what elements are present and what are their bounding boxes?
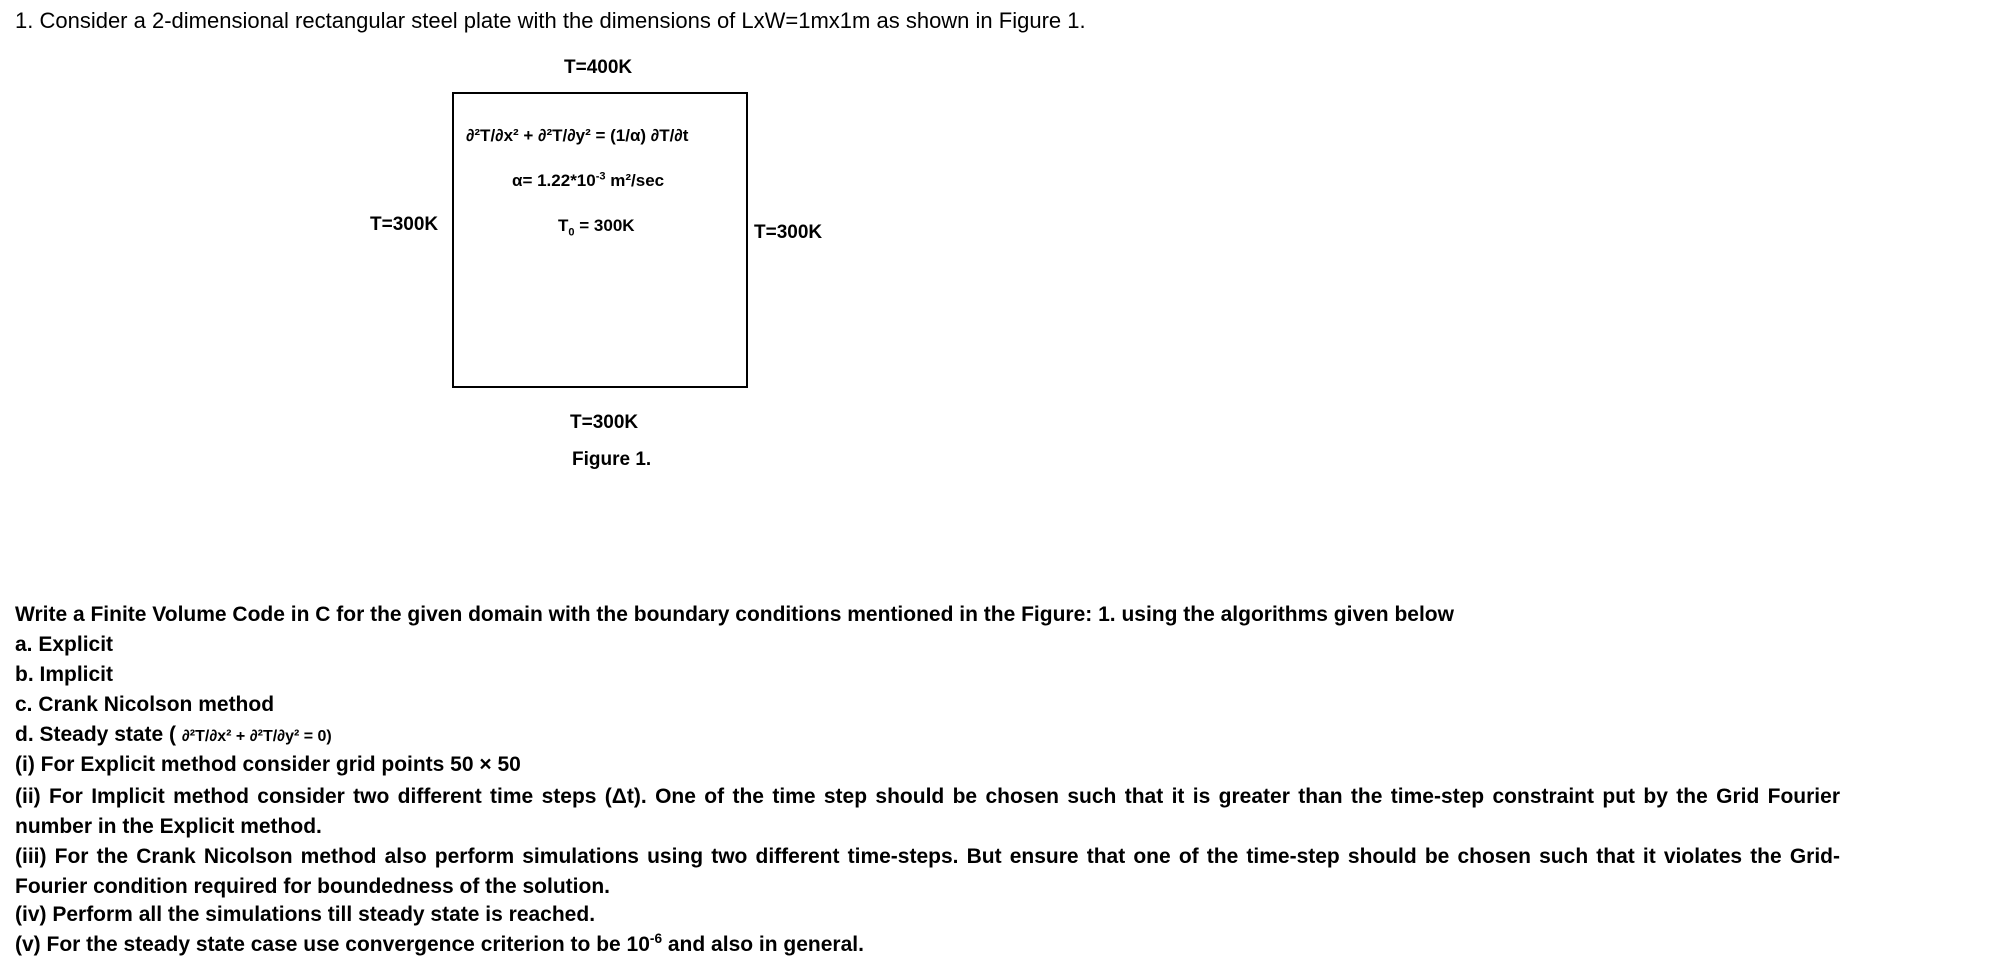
note-explicit-grid: (i) For Explicit method consider grid points 50 × 50	[15, 753, 521, 776]
task-item-steady-state	[15, 723, 332, 747]
initial-temperature	[558, 216, 635, 239]
steady-state-label: d. Steady state (	[15, 723, 182, 746]
convergence-exponent: -6	[649, 931, 663, 946]
convergence-suffix: and also in general.	[662, 933, 864, 956]
task-item-explicit: a. Explicit	[15, 633, 114, 656]
right-boundary-label: T=300K	[754, 222, 823, 243]
steady-state-equation: ∂²T/∂x² + ∂²T/∂y² = 0)	[181, 728, 332, 745]
note-steady-state-simulations: (iv) Perform all the simulations till steady state is reached.	[15, 903, 596, 926]
alpha-units: m²/sec	[605, 171, 665, 190]
t0-value: = 300K	[574, 216, 635, 235]
alpha-prefix: α= 1.22*10	[512, 171, 596, 190]
left-boundary-label: T=300K	[370, 214, 439, 235]
tasks-heading: Write a Finite Volume Code in C for the given domain with the boundary conditions mentioned in the Figure: 1. using the algorithms given below	[15, 603, 1454, 626]
alpha-value	[512, 171, 664, 191]
convergence-prefix: (v) For the steady state case use convergence criterion to be 10	[15, 933, 650, 956]
alpha-exponent: -3	[595, 170, 606, 183]
question-intro: 1. Consider a 2-dimensional rectangular steel plate with the dimensions of LxW=1mx1m as shown in Figure 1.	[15, 8, 1086, 33]
note-crank-nicolson-time-steps: (iii) For the Crank Nicolson method also perform simulations using two different time-steps. But ensure that one of the time-step should be chosen such that it violates the Grid-Fourier condition required for boundedness of the solution.	[15, 845, 1840, 898]
note-convergence-criterion	[15, 933, 864, 957]
figure-caption: Figure 1.	[572, 449, 652, 470]
bottom-boundary-label: T=300K	[570, 412, 639, 433]
t0-subscript: 0	[568, 226, 575, 239]
task-item-crank-nicolson: c. Crank Nicolson method	[15, 693, 275, 716]
heat-equation: ∂²T/∂x² + ∂²T/∂y² = (1/α) ∂T/∂t	[466, 126, 689, 145]
top-boundary-label: T=400K	[564, 57, 633, 78]
task-item-implicit: b. Implicit	[15, 663, 114, 686]
note-implicit-time-steps: (ii) For Implicit method consider two different time steps (Δt). One of the time step should be chosen such that it is greater than the time-step constraint put by the Grid Fourier number in the Explicit method.	[15, 785, 1840, 838]
t0-symbol: T	[558, 216, 569, 235]
